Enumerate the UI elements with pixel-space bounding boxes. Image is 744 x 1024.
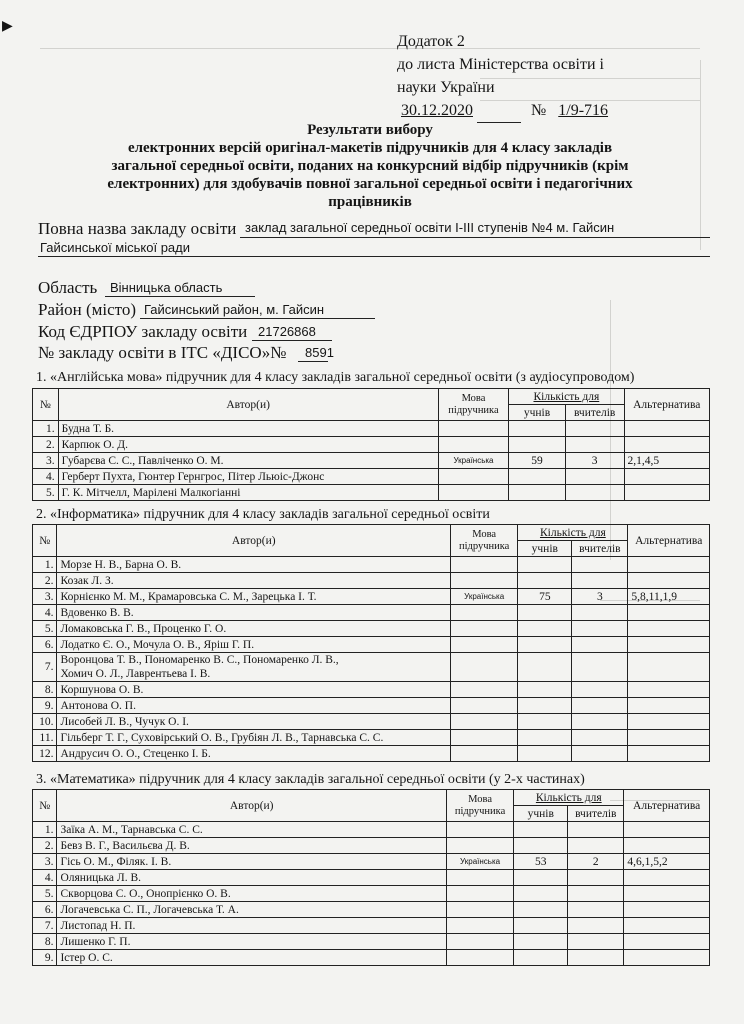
row-number: 1.: [33, 822, 57, 838]
row-language: [446, 870, 513, 886]
row-alternative: [628, 605, 710, 621]
row-alternative: [624, 902, 710, 918]
row-number: 2.: [33, 573, 57, 589]
row-author: Ломаковська Г. В., Проценко Г. О.: [57, 621, 451, 637]
row-teachers: [572, 698, 628, 714]
col-num: №: [33, 389, 59, 421]
col-language: Мова підручника: [438, 389, 508, 421]
row-students: [518, 698, 572, 714]
row-language: [451, 605, 518, 621]
row-author: Листопад Н. П.: [57, 918, 446, 934]
row-number: 7.: [33, 918, 57, 934]
title-line: загальної середньої освіти, поданих на конкурсний відбір підручників (крім: [111, 158, 629, 174]
row-author-line: Воронцова Т. В., Пономаренко В. С., Пономаренко Л. В.,: [60, 654, 339, 666]
row-teachers: [565, 485, 624, 501]
row-author: Г. К. Мітчелл, Марілені Малкогіанні: [58, 485, 438, 501]
row-alternative: [624, 838, 710, 854]
row-students: 75: [518, 589, 572, 605]
row-alternative: [624, 485, 709, 501]
col-alternative: Альтернатива: [628, 525, 710, 557]
row-number: 3.: [33, 589, 57, 605]
row-alternative: [624, 934, 710, 950]
row-number: 7.: [33, 653, 57, 682]
row-teachers: [572, 637, 628, 653]
row-teachers: [568, 822, 624, 838]
row-language: [451, 682, 518, 698]
row-language: [446, 838, 513, 854]
row-teachers: [572, 621, 628, 637]
row-alternative: [624, 421, 709, 437]
row-language: [438, 437, 508, 453]
addendum-title: Додаток 2: [397, 33, 465, 50]
row-students: [518, 746, 572, 762]
row-students: [509, 469, 566, 485]
row-teachers: [568, 902, 624, 918]
table-row: [33, 421, 710, 437]
table-row: [33, 918, 710, 934]
row-author: Лишенко Г. П.: [57, 934, 446, 950]
table-row: [33, 605, 710, 621]
row-alternative: [628, 682, 710, 698]
school-name-label: Повна назва закладу освіти: [38, 219, 237, 238]
row-teachers: [568, 886, 624, 902]
row-number: 8.: [33, 934, 57, 950]
row-number: 9.: [33, 950, 57, 966]
table-row: [33, 589, 710, 605]
row-author: Андрусич О. О., Стеценко І. Б.: [57, 746, 451, 762]
table-row: [33, 453, 710, 469]
title-line: електронних версій оригінал-макетів підручників для 4 класу закладів: [127, 140, 613, 156]
table-row: [33, 437, 710, 453]
document-title: [40, 121, 700, 211]
table-row: [33, 557, 710, 573]
row-teachers: [568, 918, 624, 934]
row-teachers: [565, 437, 624, 453]
region-value: Вінницька область: [110, 280, 223, 295]
row-alternative: [628, 557, 710, 573]
table-row: [33, 637, 710, 653]
row-number: 1.: [33, 421, 59, 437]
addendum-date-line: [401, 99, 657, 123]
section-title-math: 3. «Математика» підручник для 4 класу закладів загальної середньої освіти (у 2-х частинах): [36, 772, 585, 787]
row-alternative: [624, 918, 710, 934]
table-row: [33, 838, 710, 854]
row-number: 11.: [33, 730, 57, 746]
row-alternative: [624, 886, 710, 902]
edrpou-value: 21726868: [258, 324, 316, 339]
row-students: [514, 838, 568, 854]
row-author: Лодатко Є. О., Мочула О. В., Яріш Г. П.: [57, 637, 451, 653]
row-language: [451, 637, 518, 653]
col-alternative: Альтернатива: [624, 790, 710, 822]
row-students: [509, 421, 566, 437]
row-language: [451, 573, 518, 589]
row-author: Логачевська С. П., Логачевська Т. А.: [57, 902, 446, 918]
row-number: 6.: [33, 637, 57, 653]
row-author: Заїка А. М., Тарнавська С. С.: [57, 822, 446, 838]
col-teachers: вчителів: [565, 405, 624, 421]
row-number: 5.: [33, 485, 59, 501]
district-label: Район (місто): [38, 300, 136, 319]
row-language: [451, 698, 518, 714]
table-row: [33, 469, 710, 485]
row-author: Вдовенко В. В.: [57, 605, 451, 621]
row-number: 3.: [33, 453, 59, 469]
informatics-rows: [33, 557, 710, 762]
row-students: [514, 950, 568, 966]
row-author: Будна Т. Б.: [58, 421, 438, 437]
table-row: [33, 746, 710, 762]
row-alternative: [628, 637, 710, 653]
row-teachers: 2: [568, 854, 624, 870]
row-author: Гісь О. М., Філяк. І. В.: [57, 854, 446, 870]
row-teachers: [572, 573, 628, 589]
row-students: [514, 822, 568, 838]
row-author: Морзе Н. В., Барна О. В.: [57, 557, 451, 573]
row-language: [451, 557, 518, 573]
row-number: 2.: [33, 437, 59, 453]
row-alternative: 2,1,4,5: [624, 453, 709, 469]
table-row: [33, 902, 710, 918]
row-language: [446, 822, 513, 838]
row-alternative: [624, 870, 710, 886]
row-alternative: [628, 698, 710, 714]
row-number: 6.: [33, 902, 57, 918]
col-language: Мова підручника: [451, 525, 518, 557]
row-students: [518, 653, 572, 682]
table-row: [33, 730, 710, 746]
row-author-line: Хомич О. Л., Лаврентьева І. В.: [60, 668, 211, 680]
row-author: Антонова О. П.: [57, 698, 451, 714]
row-number: 3.: [33, 854, 57, 870]
table-row: [33, 485, 710, 501]
letter-number: 1/9-716: [558, 102, 609, 119]
row-language: [451, 730, 518, 746]
row-language: [438, 469, 508, 485]
addendum-block: [397, 30, 657, 123]
table-row: [33, 854, 710, 870]
row-alternative: [628, 573, 710, 589]
table-row: [33, 934, 710, 950]
number-sign: №: [531, 102, 547, 119]
section-title-informatics: 2. «Інформатика» підручник для 4 класу закладів загальної середньої освіти: [36, 507, 490, 522]
row-author: Істер О. С.: [57, 950, 446, 966]
row-students: [518, 621, 572, 637]
row-number: 9.: [33, 698, 57, 714]
title-line: Результати вибору: [307, 122, 433, 138]
table-row: [33, 714, 710, 730]
district-value: Гайсинський район, м. Гайсин: [144, 302, 325, 317]
row-alternative: [628, 730, 710, 746]
row-teachers: [565, 469, 624, 485]
row-teachers: [572, 714, 628, 730]
row-students: [509, 485, 566, 501]
row-students: [518, 682, 572, 698]
col-students: учнів: [509, 405, 566, 421]
row-language: Українська: [438, 453, 508, 469]
row-teachers: [572, 682, 628, 698]
col-language: Мова підручника: [446, 790, 513, 822]
col-quantity: Кількість для: [509, 389, 624, 405]
row-author: Бевз В. Г., Васильєва Д. В.: [57, 838, 446, 854]
school-name-value: заклад загальної середньої освіти І-ІІІ ступенів №4 м. Гайсин: [245, 220, 615, 235]
row-language: [438, 485, 508, 501]
row-students: [509, 437, 566, 453]
row-number: 4.: [33, 870, 57, 886]
row-author: Козак Л. З.: [57, 573, 451, 589]
row-teachers: [572, 605, 628, 621]
table-row: [33, 698, 710, 714]
section-title-english: 1. «Англійська мова» підручник для 4 класу закладів загальної середньої освіти (з аудіосупроводом): [36, 370, 635, 385]
row-students: [518, 605, 572, 621]
col-students: учнів: [518, 541, 572, 557]
row-teachers: 3: [572, 589, 628, 605]
row-alternative: [624, 437, 709, 453]
row-number: 12.: [33, 746, 57, 762]
col-author: Автор(и): [57, 790, 446, 822]
row-number: 4.: [33, 469, 59, 485]
row-teachers: [568, 950, 624, 966]
title-line: працівників: [328, 194, 412, 210]
col-students: учнів: [514, 806, 568, 822]
row-alternative: [624, 469, 709, 485]
row-alternative: [624, 822, 710, 838]
col-num: №: [33, 790, 57, 822]
col-alternative: Альтернатива: [624, 389, 709, 421]
table-row: [33, 653, 710, 682]
row-teachers: [572, 730, 628, 746]
row-author: Лисобей Л. В., Чучук О. І.: [57, 714, 451, 730]
row-language: [451, 621, 518, 637]
row-teachers: [568, 838, 624, 854]
col-quantity: Кількість для: [514, 790, 624, 806]
bleed-through-line: [700, 60, 701, 250]
underline: [252, 340, 332, 341]
row-language: Українська: [446, 854, 513, 870]
row-language: [446, 918, 513, 934]
underline: [140, 318, 375, 319]
row-teachers: [572, 746, 628, 762]
row-teachers: [572, 557, 628, 573]
row-language: [446, 886, 513, 902]
row-students: [518, 573, 572, 589]
english-table: [32, 388, 710, 501]
itc-value: 8591: [305, 345, 334, 360]
row-language: [446, 934, 513, 950]
row-number: 4.: [33, 605, 57, 621]
row-author: Скворцова С. О., Онопрієнко О. В.: [57, 886, 446, 902]
math-table: [32, 789, 710, 966]
row-author: Карпюк О. Д.: [58, 437, 438, 453]
underline: [105, 296, 255, 297]
row-author: [57, 653, 451, 682]
informatics-table: [32, 524, 710, 762]
row-alternative: [624, 950, 710, 966]
table-row: [33, 621, 710, 637]
row-teachers: [565, 421, 624, 437]
row-students: [514, 886, 568, 902]
underline: [38, 256, 710, 257]
row-students: [518, 730, 572, 746]
row-language: [438, 421, 508, 437]
row-language: [446, 902, 513, 918]
table-row: [33, 682, 710, 698]
row-language: [451, 746, 518, 762]
row-author: Гільберг Т. Г., Суховірський О. В., Грубіян Л. В., Тарнавська С. С.: [57, 730, 451, 746]
addendum-letter: до листа Міністерства освіти і: [397, 56, 604, 73]
row-number: 8.: [33, 682, 57, 698]
row-alternative: 5,8,11,1,9: [628, 589, 710, 605]
english-rows: [33, 421, 710, 501]
school-name-value-cont: Гайсинської міської ради: [40, 240, 190, 255]
row-language: Українська: [451, 589, 518, 605]
addendum-ministry: науки України: [397, 79, 495, 96]
edrpou-label: Код ЄДРПОУ закладу освіти: [38, 322, 248, 341]
table-row: [33, 573, 710, 589]
row-students: [514, 902, 568, 918]
row-author: Корнієнко М. М., Крамаровська С. М., Зарецька І. Т.: [57, 589, 451, 605]
row-number: 2.: [33, 838, 57, 854]
table-row: [33, 822, 710, 838]
row-students: [514, 870, 568, 886]
col-author: Автор(и): [57, 525, 451, 557]
underline: [240, 237, 710, 238]
col-teachers: вчителів: [568, 806, 624, 822]
underline: [298, 361, 328, 362]
col-teachers: вчителів: [572, 541, 628, 557]
row-alternative: [628, 621, 710, 637]
row-alternative: 4,6,1,5,2: [624, 854, 710, 870]
row-author: Губарєва С. С., Павліченко О. М.: [58, 453, 438, 469]
row-language: [446, 950, 513, 966]
itc-label: № закладу освіти в ІТС «ДІСО»№: [38, 343, 287, 362]
row-author: Оляницька Л. В.: [57, 870, 446, 886]
row-number: 5.: [33, 621, 57, 637]
row-author: Герберт Пухта, Гюнтер Гернгрос, Пітер Льюіс-Джонс: [58, 469, 438, 485]
math-rows: [33, 822, 710, 966]
row-students: [514, 934, 568, 950]
row-students: [518, 637, 572, 653]
scan-mark-arrow-icon: ▶: [2, 19, 13, 34]
table-row: [33, 950, 710, 966]
row-language: [451, 653, 518, 682]
title-line: електронних) для здобувачів повної загальної середньої освіти і педагогічних: [107, 176, 633, 192]
row-students: [518, 714, 572, 730]
col-quantity: Кількість для: [518, 525, 628, 541]
row-teachers: [568, 870, 624, 886]
row-students: [514, 918, 568, 934]
row-students: 59: [509, 453, 566, 469]
row-students: [518, 557, 572, 573]
row-author: Коршунова О. В.: [57, 682, 451, 698]
col-author: Автор(и): [58, 389, 438, 421]
row-alternative: [628, 746, 710, 762]
row-alternative: [628, 653, 710, 682]
col-num: №: [33, 525, 57, 557]
row-teachers: [568, 934, 624, 950]
row-number: 5.: [33, 886, 57, 902]
region-label: Область: [38, 278, 98, 297]
table-row: [33, 886, 710, 902]
row-number: 1.: [33, 557, 57, 573]
row-language: [451, 714, 518, 730]
row-alternative: [628, 714, 710, 730]
letter-date: 30.12.2020: [401, 102, 473, 119]
row-number: 10.: [33, 714, 57, 730]
table-row: [33, 870, 710, 886]
row-students: 53: [514, 854, 568, 870]
row-teachers: [572, 653, 628, 682]
row-teachers: 3: [565, 453, 624, 469]
